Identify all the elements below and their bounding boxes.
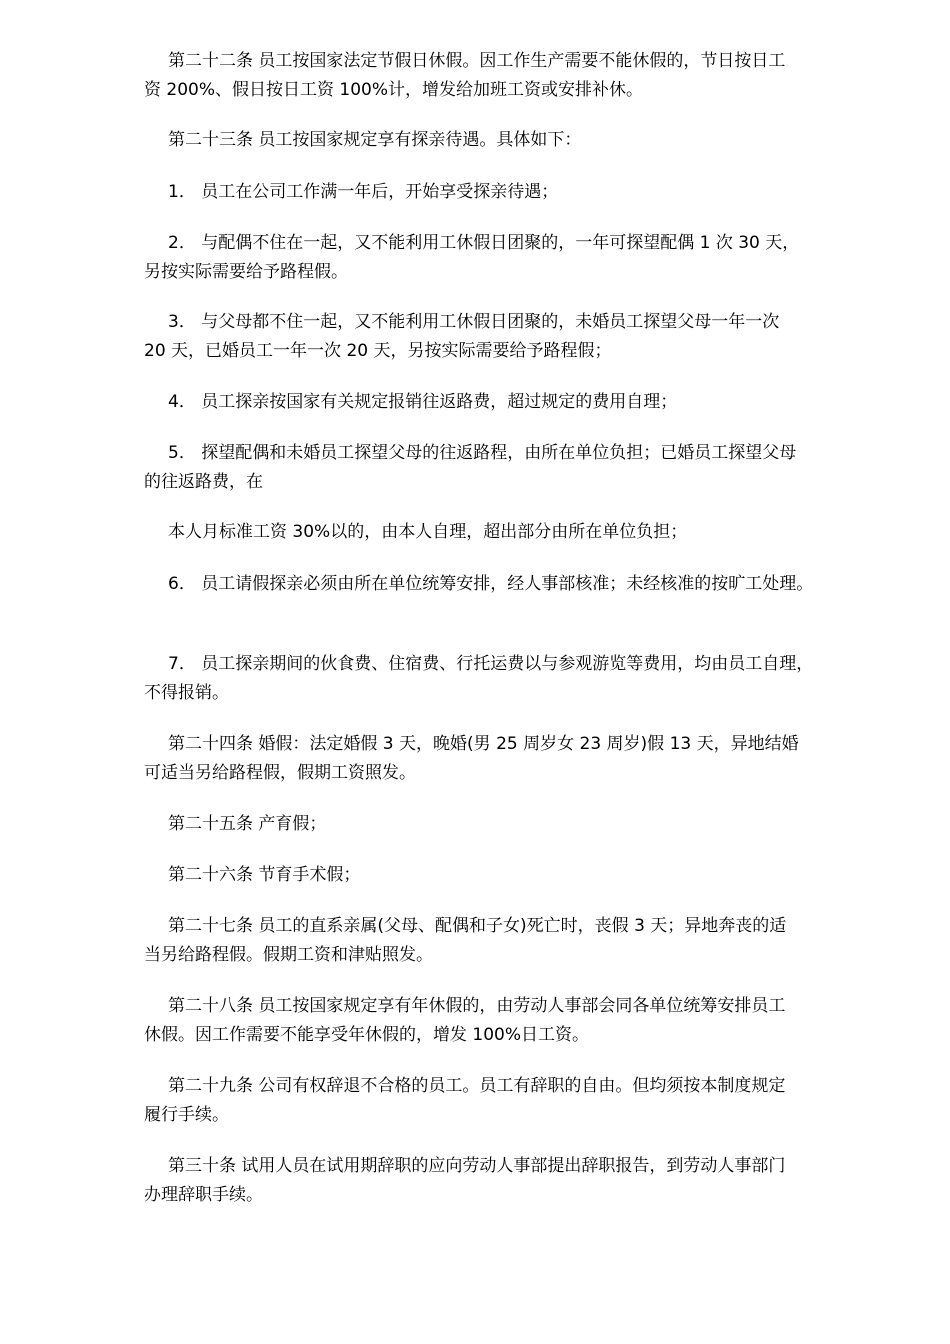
list-item-2: [144, 229, 904, 287]
text-line: 5． 探望配偶和未婚员工探望父母的往返路程，由所在单位负担；已婚员工探望父母: [168, 443, 797, 463]
text-line: 资 200%、假日按日工资 100%计，增发给加班工资或安排补休。: [144, 80, 644, 100]
paragraph-article-24: [144, 730, 904, 788]
text-line: 履行手续。: [144, 1105, 229, 1125]
paragraph-article-26: [144, 861, 904, 890]
text-line: 办理辞职手续。: [144, 1185, 263, 1205]
paragraph-article-28: [144, 992, 904, 1050]
text-line: 7． 员工探亲期间的伙食费、住宿费、行托运费以与参观游览等费用，均由员工自理，: [168, 654, 814, 674]
text-line: 6． 员工请假探亲必须由所在单位统筹安排，经人事部核准；未经核准的按旷工处理。: [168, 574, 814, 594]
text-line: 当另给路程假。假期工资和津贴照发。: [144, 945, 433, 965]
text-line: 第二十七条 员工的直系亲属(父母、配偶和子女)死亡时，丧假 3 天；异地奔丧的适: [168, 916, 787, 936]
text-line: 第三十条 试用人员在试用期辞职的应向劳动人事部提出辞职报告，到劳动人事部门: [168, 1156, 786, 1176]
text-line: 本人月标准工资 30%以的，由本人自理，超出部分由所在单位负担；: [168, 522, 688, 542]
text-line: 第二十五条 产育假；: [168, 814, 327, 834]
text-line: 的往返路费，在: [144, 472, 263, 492]
text-line: 第二十三条 员工按国家规定享有探亲待遇。具体如下：: [168, 130, 582, 150]
text-line: 第二十八条 员工按国家规定享有年休假的，由劳动人事部会同各单位统筹安排员工: [168, 996, 786, 1016]
text-line: 休假。因工作需要不能享受年休假的，增发 100%日工资。: [144, 1025, 590, 1045]
text-line: 不得报销。: [144, 683, 229, 703]
paragraph-article-23: [144, 126, 904, 155]
list-item-6: [144, 570, 904, 599]
list-item-1: [144, 178, 904, 207]
text-line: 1． 员工在公司工作满一年后，开始享受探亲待遇；: [168, 182, 559, 202]
text-line: 2． 与配偶不住在一起，又不能利用工休假日团聚的，一年可探望配偶 1 次 30 天，: [168, 233, 800, 253]
list-item-5: [144, 439, 904, 497]
paragraph-article-30: [144, 1152, 904, 1210]
text-line: 4． 员工探亲按国家有关规定报销往返路费，超过规定的费用自理；: [168, 392, 678, 412]
list-item-3: [144, 308, 904, 366]
text-line: 3． 与父母都不住一起，又不能利用工休假日团聚的，未婚员工探望父母一年一次: [168, 312, 780, 332]
text-line: 第二十二条 员工按国家法定节假日休假。因工作生产需要不能休假的，节日按日工: [168, 51, 786, 71]
text-line: 可适当另给路程假，假期工资照发。: [144, 763, 416, 783]
paragraph-article-27: [144, 912, 904, 970]
text-line: 第二十九条 公司有权辞退不合格的员工。员工有辞职的自由。但均须按本制度规定: [168, 1076, 786, 1096]
text-line: 另按实际需要给予路程假。: [144, 262, 348, 282]
text-line: 第二十六条 节育手术假；: [168, 865, 361, 885]
paragraph-article-25: [144, 810, 904, 839]
paragraph-article-22: [144, 47, 904, 105]
list-item-5-continued: [144, 518, 904, 547]
text-line: 第二十四条 婚假：法定婚假 3 天，晚婚(男 25 周岁女 23 周岁)假 13 天，异地结婚: [168, 734, 799, 754]
text-line: 20 天，已婚员工一年一次 20 天，另按实际需要给予路程假；: [144, 341, 612, 361]
list-item-4: [144, 388, 904, 417]
paragraph-article-29: [144, 1072, 904, 1130]
list-item-7: [144, 650, 904, 708]
